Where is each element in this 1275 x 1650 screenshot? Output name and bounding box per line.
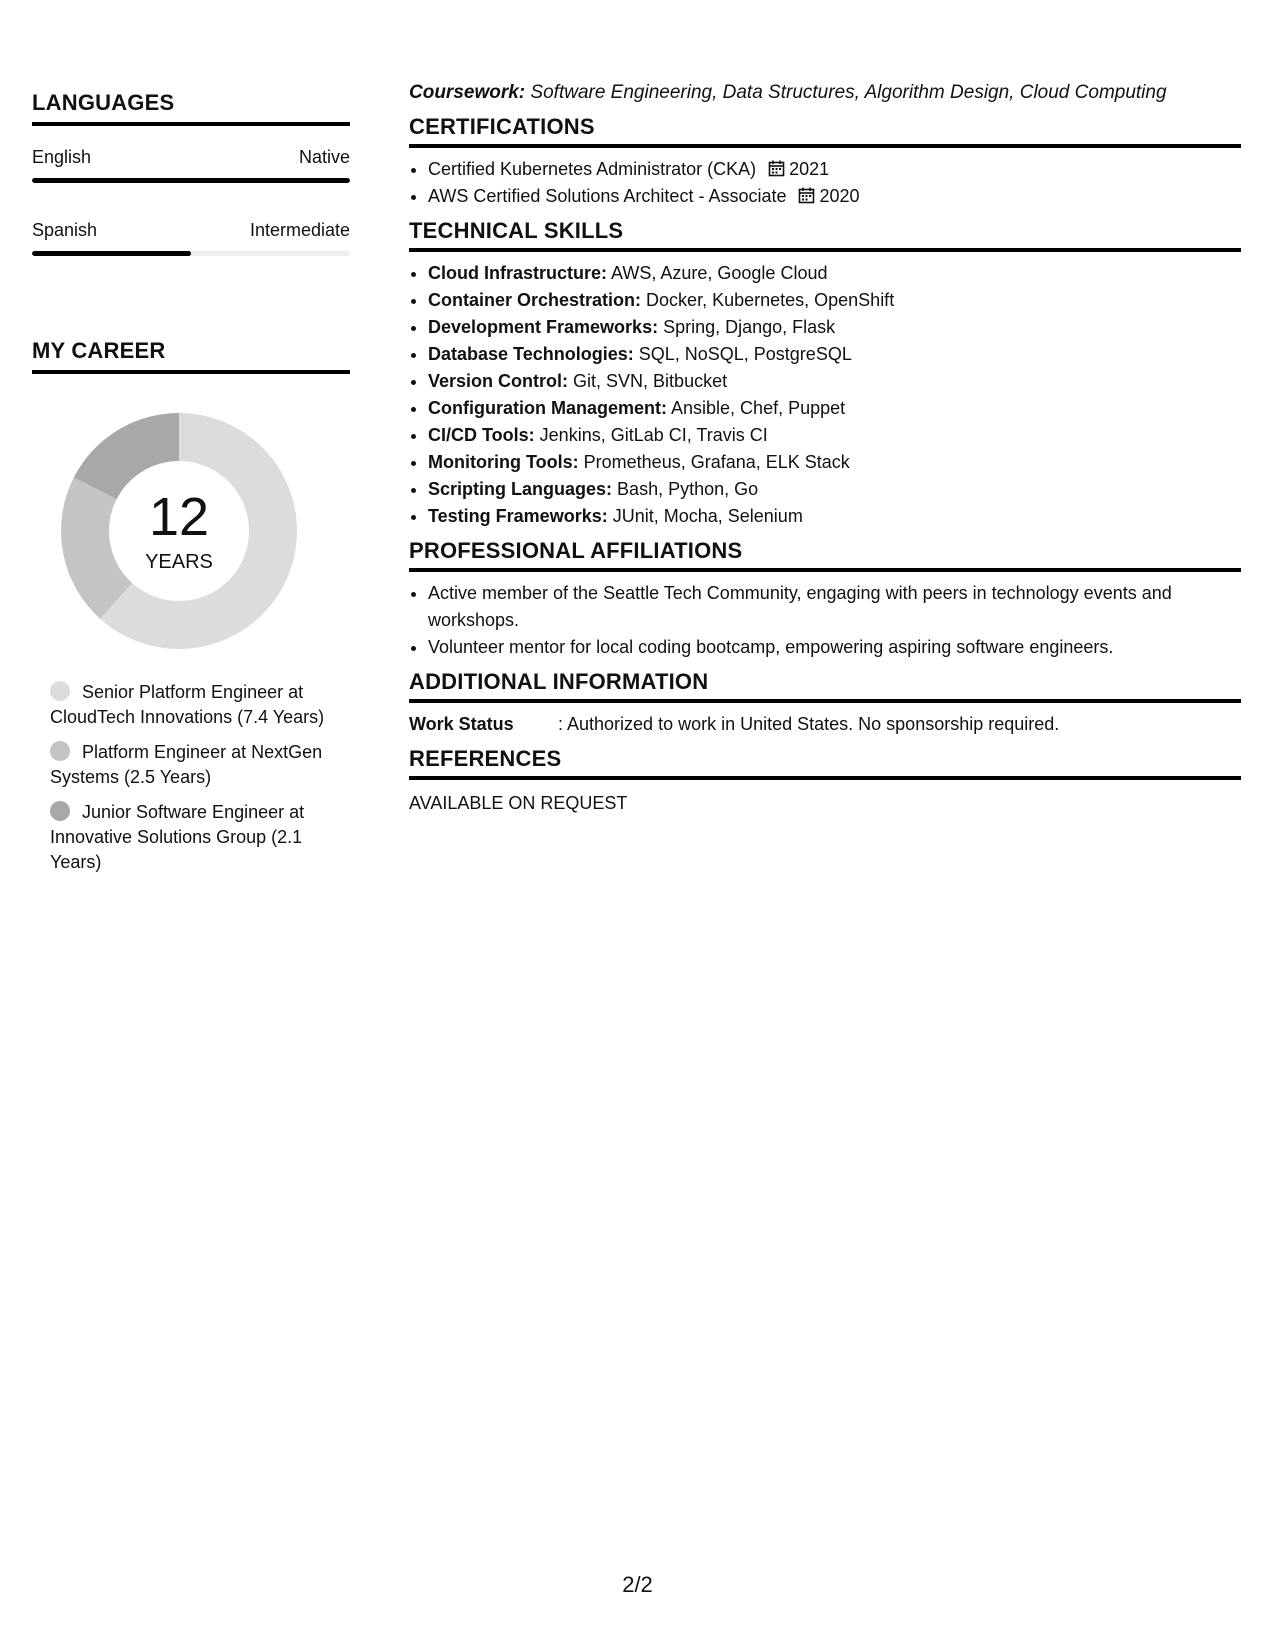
skill-value: Prometheus, Grafana, ELK Stack xyxy=(583,452,850,472)
skill-item xyxy=(428,260,1241,287)
skills-title: TECHNICAL SKILLS xyxy=(409,218,1241,252)
certification-year: 2021 xyxy=(789,159,830,179)
career-total-unit: YEARS xyxy=(145,551,213,573)
skill-label: Testing Frameworks: xyxy=(428,506,608,526)
affiliations-list xyxy=(409,580,1241,661)
legend-item xyxy=(50,680,340,730)
skill-value: Jenkins, GitLab CI, Travis CI xyxy=(539,425,768,445)
affiliations-section xyxy=(409,538,1241,661)
languages-title: LANGUAGES xyxy=(32,90,350,126)
language-item-english xyxy=(32,146,350,183)
legend-dot xyxy=(50,801,70,821)
legend-item xyxy=(50,740,340,790)
references-text: AVAILABLE ON REQUEST xyxy=(409,793,628,813)
skill-item xyxy=(428,449,1241,476)
language-item-spanish xyxy=(32,219,350,256)
certification-item xyxy=(428,156,1241,183)
skill-item xyxy=(428,422,1241,449)
career-legend xyxy=(32,680,340,875)
skill-label: Database Technologies: xyxy=(428,344,634,364)
language-level: Intermediate xyxy=(249,220,350,240)
language-proficiency-fill xyxy=(32,251,191,256)
languages-list xyxy=(32,146,350,256)
skill-item xyxy=(428,395,1241,422)
additional-info-title: ADDITIONAL INFORMATION xyxy=(409,669,1241,703)
language-name: Spanish xyxy=(32,220,98,240)
career-donut-chart xyxy=(56,408,302,654)
language-name: English xyxy=(32,147,92,167)
skill-value: Spring, Django, Flask xyxy=(663,317,836,337)
legend-dot xyxy=(50,681,70,701)
language-proficiency-bar xyxy=(32,251,350,256)
skill-item xyxy=(428,476,1241,503)
language-level: Native xyxy=(298,147,350,167)
legend-item xyxy=(50,800,340,875)
coursework-text: Software Engineering, Data Structures, Algorithm Design, Cloud Computing xyxy=(530,82,1167,103)
language-proficiency-fill xyxy=(32,178,350,183)
work-status-label: Work Status xyxy=(409,714,514,734)
references-section xyxy=(409,746,1241,817)
skill-item xyxy=(428,503,1241,530)
skill-value: Git, SVN, Bitbucket xyxy=(573,371,728,391)
legend-dot xyxy=(50,741,70,761)
coursework-line xyxy=(409,80,1241,106)
affiliations-title: PROFESSIONAL AFFILIATIONS xyxy=(409,538,1241,572)
skill-item xyxy=(428,287,1241,314)
certification-year: 2020 xyxy=(819,186,860,206)
skill-item xyxy=(428,314,1241,341)
skills-section xyxy=(409,218,1241,530)
skill-label: Scripting Languages: xyxy=(428,479,613,499)
coursework-label: Coursework: xyxy=(409,82,526,103)
skill-value: Bash, Python, Go xyxy=(617,479,759,499)
legend-label: Senior Platform Engineer at CloudTech Innovations (7.4 Years) xyxy=(50,682,325,727)
references-title: REFERENCES xyxy=(409,746,1241,780)
skill-value: SQL, NoSQL, PostgreSQL xyxy=(638,344,852,364)
skill-label: CI/CD Tools: xyxy=(428,425,535,445)
skill-label: Configuration Management: xyxy=(428,398,667,418)
skill-value: Ansible, Chef, Puppet xyxy=(671,398,846,418)
certifications-title: CERTIFICATIONS xyxy=(409,114,1241,148)
skill-value: Docker, Kubernetes, OpenShift xyxy=(646,290,895,310)
skill-label: Version Control: xyxy=(428,371,569,391)
affiliation-item: • Volunteer mentor for local coding bootcamp, empowering aspiring software engineers. xyxy=(428,634,1241,661)
career-total-number: 12 xyxy=(148,487,210,547)
skill-label: Monitoring Tools: xyxy=(428,452,579,472)
affiliation-item: • Active member of the Seattle Tech Community, engaging with peers in technology events and workshops. xyxy=(428,580,1241,634)
legend-label: Platform Engineer at NextGen Systems (2.5 Years) xyxy=(50,742,323,787)
legend-label: Junior Software Engineer at Innovative Solutions Group (2.1 Years) xyxy=(50,802,305,872)
donut-center xyxy=(56,408,302,654)
language-proficiency-bar xyxy=(32,178,350,183)
page-number: 2/2 xyxy=(622,1572,653,1597)
certification-name: AWS Certified Solutions Architect - Associate xyxy=(428,186,787,206)
certification-name: Certified Kubernetes Administrator (CKA) xyxy=(428,159,757,179)
skill-label: Container Orchestration: xyxy=(428,290,642,310)
calendar-icon xyxy=(768,160,785,177)
work-status-value: : Authorized to work in United States. No sponsorship required. xyxy=(558,714,1060,734)
work-status-row xyxy=(409,711,1241,738)
certifications-list xyxy=(409,156,1241,210)
certifications-section xyxy=(409,114,1241,210)
left-column xyxy=(32,90,350,885)
skill-value: JUnit, Mocha, Selenium xyxy=(612,506,803,526)
right-column xyxy=(409,80,1241,817)
skill-item xyxy=(428,368,1241,395)
additional-info-section xyxy=(409,669,1241,738)
skill-value: AWS, Azure, Google Cloud xyxy=(611,263,828,283)
career-title: MY CAREER xyxy=(32,338,350,374)
skill-item xyxy=(428,341,1241,368)
certification-item xyxy=(428,183,1241,210)
skill-label: Cloud Infrastructure: xyxy=(428,263,608,283)
skill-label: Development Frameworks: xyxy=(428,317,659,337)
calendar-icon xyxy=(798,187,815,204)
skills-list xyxy=(409,260,1241,530)
